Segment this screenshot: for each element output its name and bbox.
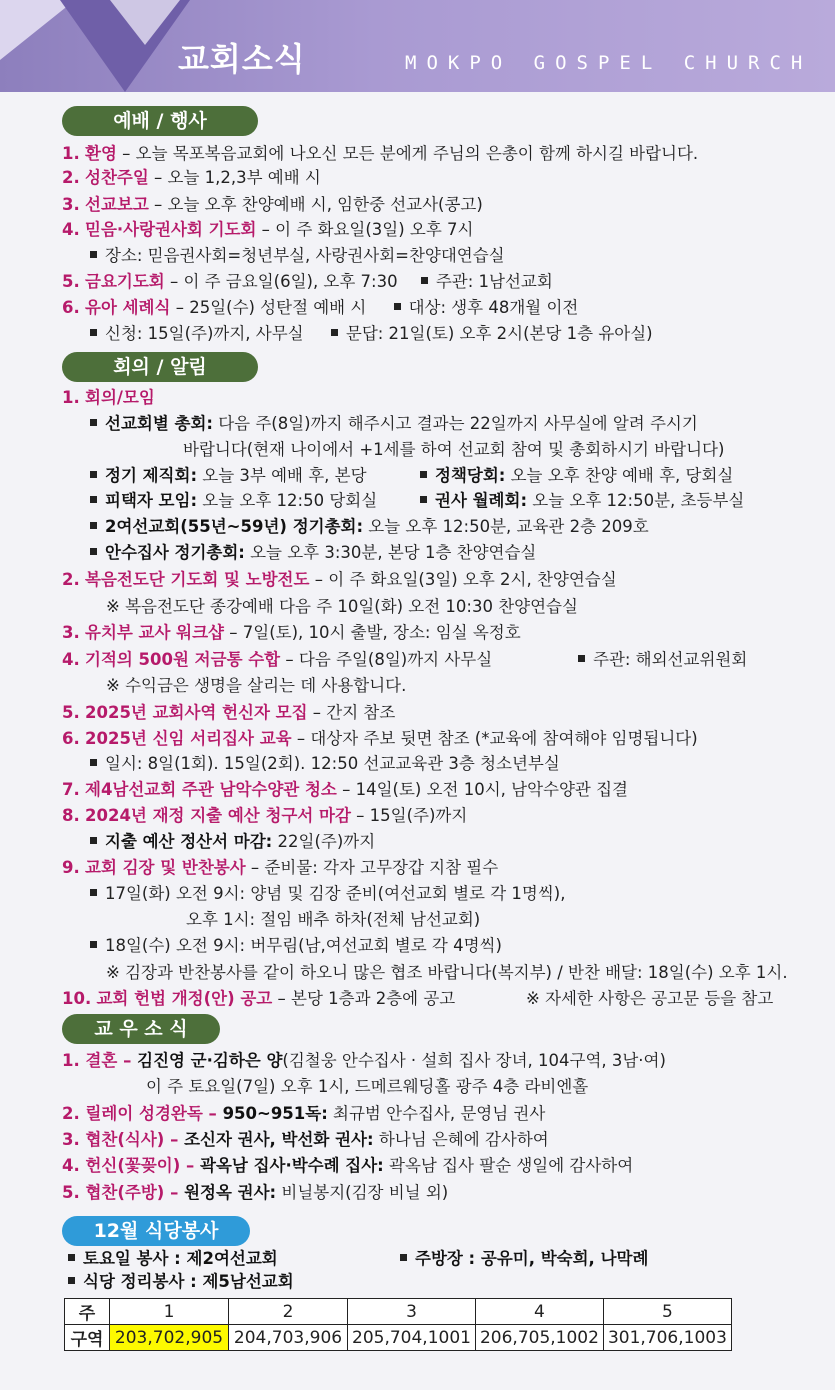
list-item: 2. 성찬주일 – 오늘 1,2,3부 예배 시 [62,168,321,187]
table-cell: 206,705,1002 [475,1325,603,1351]
list-item: 1. 회의/모임 [62,388,155,407]
list-item: 10. 교회 헌법 개정(안) 공고 – 본당 1층과 2층에 공고 [62,989,456,1008]
section-members-title: 교 우 소 식 [62,1014,220,1044]
list-item: 6. 유아 세례식 – 25일(수) 성탄절 예배 시 대상: 생후 48개월 이전 [62,298,579,317]
list-item: 바랍니다(현재 나이에서 +1세를 하여 선교회 참여 및 총회하시기 바랍니다) [183,440,725,459]
list-item: 일시: 8일(1회). 15일(2회). 12:50 선교교육관 3층 청소년부실 [90,752,560,776]
list-item: 신청: 15일(주)까지, 사무실 문답: 21일(토) 오후 2시(본당 1층 유아실) [90,322,653,346]
list-item: 3. 선교보고 – 오늘 오후 찬양예배 시, 임한중 선교사(콩고) [62,195,483,214]
list-item: 5. 협찬(주방) – 원정옥 권사: 비닐봉지(김장 비닐 외) [62,1183,449,1202]
list-item: 지출 예산 정산서 마감: 22일(주)까지 [90,830,375,854]
list-item: 1. 결혼 – 김진영 군·김하은 양(김철웅 안수집사 · 설희 집사 장녀, 104구역, 3남·여) [62,1051,666,1070]
list-item: 8. 2024년 재정 지출 예산 청구서 마감 – 15일(주)까지 [62,806,468,825]
table-cell: 3 [348,1299,476,1325]
list-item: 이 주 토요일(7일) 오후 1시, 드메르웨딩홀 광주 4층 라비엔홀 [146,1077,589,1096]
list-item: 3. 협찬(식사) – 조신자 권사, 박선화 권사: 하나님 은혜에 감사하여 [62,1130,549,1149]
list-item: 권사 월례회: 오늘 오후 12:50분, 초등부실 [420,489,744,513]
table-row [65,1299,732,1325]
list-item: 4. 헌신(꽃꽂이) – 곽옥남 집사·박수례 집사: 곽옥남 집사 팔순 생일에 감사하여 [62,1156,634,1175]
list-item: 4. 믿음·사랑권사회 기도회 – 이 주 화요일(3일) 오후 7시 [62,220,474,239]
table-header-cell: 주 [65,1299,110,1325]
table-cell: 2 [229,1299,348,1325]
list-item: ※ 김장과 반찬봉사를 같이 하오니 많은 협조 바랍니다(복지부) / 반찬 배달: 18일(수) 오후 1시. [106,963,788,982]
table-cell: 301,706,1003 [603,1325,731,1351]
list-item: ※ 수익금은 생명을 살리는 데 사용합니다. [106,676,407,695]
cafeteria-schedule-table [64,1298,732,1351]
list-item: 장소: 믿음권사회=청년부실, 사랑권사회=찬양대연습실 [90,244,505,268]
list-item: 9. 교회 김장 및 반찬봉사 – 준비물: 각자 고무장갑 지참 필수 [62,858,499,877]
list-item: 오후 1시: 절임 배추 하차(전체 남선교회) [186,910,481,929]
list-item: 선교회별 총회: 다음 주(8일)까지 해주시고 결과는 22일까지 사무실에 알려 주시기 [90,412,698,436]
list-item: 18일(수) 오전 9시: 버무림(남,여선교회 별로 각 4명씩) [90,934,502,958]
section-meeting-title: 회의 / 알림 [62,352,258,382]
list-item: 2. 복음전도단 기도회 및 노방전도 – 이 주 화요일(3일) 오후 2시, 찬양연습실 [62,570,617,589]
list-item: 5. 금요기도회 – 이 주 금요일(6일), 오후 7:30 주관: 1남선교회 [62,272,553,291]
table-cell: 1 [110,1299,229,1325]
list-item: 토요일 봉사 : 제2여선교회 [68,1247,278,1271]
church-name: MOKPO GOSPEL CHURCH [405,52,813,74]
table-header-cell: 구역 [65,1325,110,1351]
table-cell-current: 203,702,905 [110,1325,229,1351]
list-item: 식당 정리봉사 : 제5남선교회 [68,1270,294,1294]
table-cell: 204,703,906 [229,1325,348,1351]
list-item: ※ 복음전도단 종강예배 다음 주 10일(화) 오전 10:30 찬양연습실 [106,597,578,616]
list-item: 5. 2025년 교회사역 헌신자 모집 – 간지 참조 [62,703,396,722]
list-item: 안수집사 정기총회: 오늘 오후 3:30분, 본당 1층 찬양연습실 [90,541,536,565]
table-row [65,1325,732,1351]
list-item: 6. 2025년 신임 서리집사 교육 – 대상자 주보 뒷면 참조 (*교육에 참여해야 임명됩니다) [62,729,698,748]
list-item: 17일(화) 오전 9시: 양념 및 김장 준비(여선교회 별로 각 1명씩), [90,882,565,906]
list-item: 주관: 해외선교위원회 [578,648,747,672]
list-item: 1. 환영 – 오늘 목포복음교회에 나오신 모든 분에게 주님의 은총이 함께 하시길 바랍니다. [62,144,699,163]
list-item: 7. 제4남선교회 주관 남악수양관 청소 – 14일(토) 오전 10시, 남악수양관 집결 [62,780,628,799]
list-item: 3. 유치부 교사 워크샵 – 7일(토), 10시 출발, 장소: 임실 옥정호 [62,623,521,642]
list-item: 2. 릴레이 성경완독 – 950~951독: 최규범 안수집사, 문영님 권사 [62,1104,546,1123]
list-item: 2여선교회(55년~59년) 정기총회: 오늘 오후 12:50분, 교육관 2층 209호 [90,515,649,539]
header-banner [0,0,835,92]
table-cell: 4 [475,1299,603,1325]
list-item: 피택자 모임: 오늘 오후 12:50 당회실 [90,489,377,513]
section-cafeteria-title: 12월 식당봉사 [62,1216,250,1246]
list-item: 정책당회: 오늘 오후 찬양 예배 후, 당회실 [420,464,733,488]
list-item: 정기 제직회: 오늘 3부 예배 후, 본당 [90,464,367,488]
list-item: 주방장 : 공유미, 박숙희, 나막례 [400,1247,648,1271]
list-item: 4. 기적의 500원 저금통 수합 – 다음 주일(8일)까지 사무실 [62,650,493,669]
header-decoration [110,0,180,45]
table-cell: 205,704,1001 [348,1325,476,1351]
list-item: ※ 자세한 사항은 공고문 등을 참고 [526,989,774,1008]
section-worship-title: 예배 / 행사 [62,106,258,136]
table-cell: 5 [603,1299,731,1325]
page-title: 교회소식 [178,40,306,78]
